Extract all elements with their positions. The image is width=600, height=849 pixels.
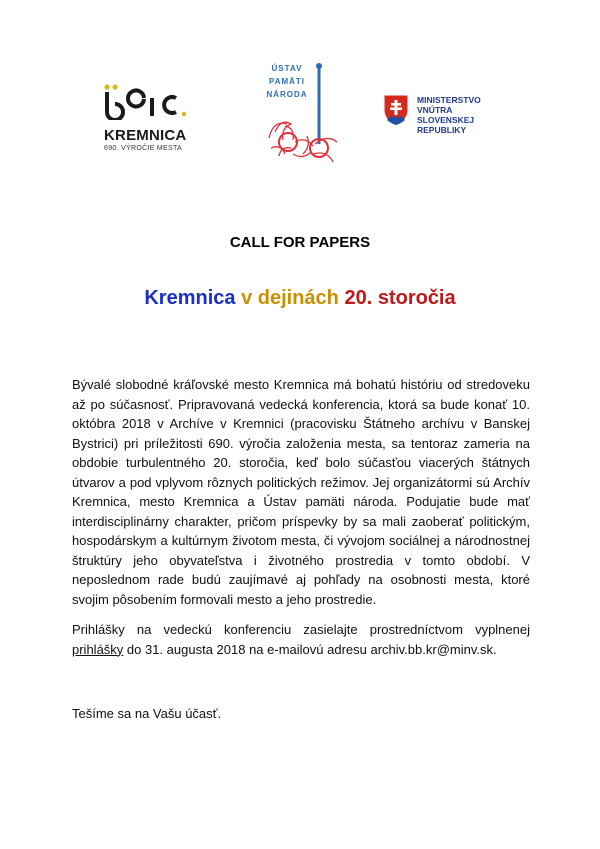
- upn-logo: [255, 62, 345, 172]
- ministry-logo: [383, 92, 523, 135]
- document-title: [0, 287, 600, 310]
- paragraph-intro: Bývalé slobodné kráľovské mesto Kremnica má bohatú históriu od stredoveku až po súčasnosť. Pripravovaná vedecká konferencia, ktorá sa bude konať 10. októbra 2018 v Archíve v Kremnici (pracovisku Štátneho archívu v Banskej Bystrici) pri príležitosti 690. výročia založenia mesta, sa tentoraz zameria na obdobie turbulentného 20. storočia, keď bolo súčasťou viacerých štátnych útvarov a pod vplyvom rôznych politických režimov. Jej organizátormi sú Archív Kremnica, mesto Kremnica a Ústav pamäti národa. Podujatie bude mať interdisciplinárny charakter, pričom príspevky by sa mali zaoberať politickým, hospodárskym a kultúrnym životom mesta, či vývojom sociálnej a národnostnej štruktúry jeho obyvateľstva i životného prostredia v tomto období. V neposlednom rade budú zaujímavé aj pohľady na osobnosti mesta, ktoré svojim pôsobením formovali mesto a jeho prostredie.: [72, 377, 530, 607]
- kremnica-logo-subtitle: 690. VÝROČIE MESTA: [104, 145, 183, 152]
- application-text-before: Prihlášky na vedeckú konferenciu zasielajte prostredníctvom vyplnenej: [72, 622, 530, 637]
- closing-line: Tešíme sa na Vašu účasť.: [72, 706, 222, 721]
- kremnica-logo: [104, 84, 194, 152]
- logo-row: [0, 62, 600, 182]
- kremnica-logo-name: KREMNICA: [104, 127, 187, 144]
- ministry-logo-text: [417, 95, 523, 135]
- kremnica-690-mark: [104, 84, 186, 120]
- upn-line-1: ÚSTAV: [271, 64, 303, 73]
- ministry-line-3: SLOVENSKEJ REPUBLIKY: [417, 115, 475, 135]
- upn-emblem-icon: [255, 62, 345, 172]
- ministry-line-2: VNÚTRA: [417, 105, 453, 115]
- application-form-link[interactable]: prihlášky: [72, 641, 124, 657]
- paragraph-application: [72, 620, 530, 659]
- upn-line-2: PAMÄTI: [268, 77, 306, 86]
- title-part-dejinach: v dejinách: [241, 287, 339, 309]
- ministry-line-1: MINISTERSTVO: [417, 95, 481, 105]
- title-part-storocia: 20. storočia: [344, 287, 456, 309]
- call-for-papers-heading: CALL FOR PAPERS: [229, 234, 371, 251]
- title-part-kremnica: Kremnica: [144, 287, 236, 309]
- application-text-after: do 31. augusta 2018 na e-mailovú adresu archiv.bb.kr@minv.sk.: [123, 641, 497, 657]
- upn-line-3: NÁRODA: [266, 90, 308, 99]
- slovak-coat-of-arms-icon: [383, 94, 409, 126]
